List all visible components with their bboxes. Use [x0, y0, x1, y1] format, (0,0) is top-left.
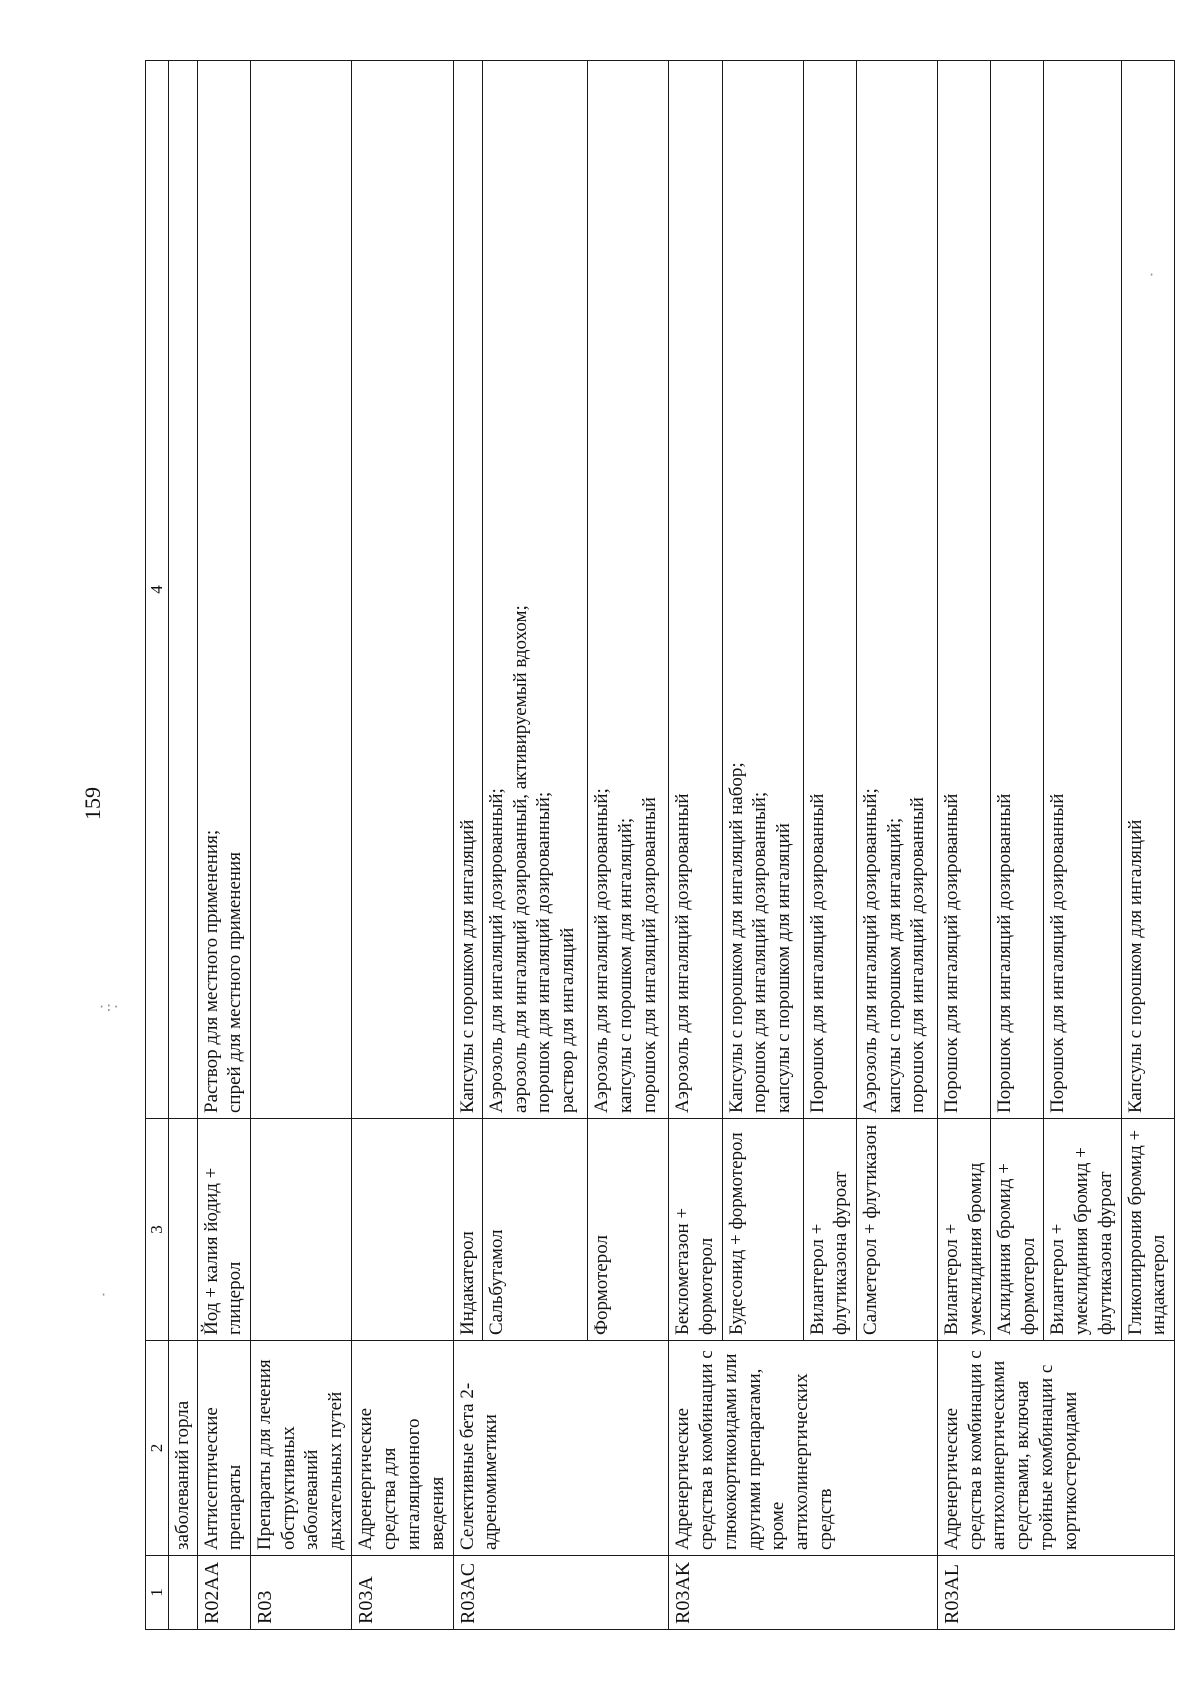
group-cell: Селективные бета 2-адреномиметики [453, 1341, 669, 1556]
drug-cell: Салметерол + флутиказон [856, 1119, 937, 1341]
group-cell: заболеваний горла [168, 1341, 197, 1556]
group-cell: Препараты для лечения обструктивных заболеваний дыхательных путей [250, 1341, 351, 1556]
drug-cell: Индакатерол [453, 1119, 482, 1341]
code-cell: R03AC [453, 1556, 669, 1630]
scan-speck: · [1148, 268, 1156, 282]
drug-cell: Будесонид + формотерол [722, 1119, 803, 1341]
header-cell: 1 [146, 1556, 169, 1630]
drug-cell: Сальбутамол [482, 1119, 587, 1341]
table-row [250, 61, 351, 1630]
header-cell: 2 [146, 1341, 169, 1556]
form-cell [352, 61, 453, 1119]
group-cell: Антисептические препараты [197, 1341, 250, 1556]
table-row [197, 61, 250, 1630]
form-cell: Аэрозоль для ингаляций дозированный [669, 61, 722, 1119]
form-cell: Аэрозоль для ингаляций дозированный; капсулы с порошком для ингаляций; порошок для ингаляций дозированный [588, 61, 669, 1119]
code-cell: R03AL [937, 1556, 1174, 1630]
code-cell: R03 [250, 1556, 351, 1630]
drug-cell [250, 1119, 351, 1341]
medicine-table [145, 60, 1175, 1630]
form-cell: Капсулы с порошком для ингаляций [1121, 61, 1174, 1119]
header-cell: 3 [146, 1119, 169, 1341]
form-cell: Аэрозоль для ингаляций дозированный; аэрозоль для ингаляций дозированный, активируемый вдохом; порошок для ингаляций дозированный; раствор для ингаляций [482, 61, 587, 1119]
form-cell: Порошок для ингаляций дозированный [1044, 61, 1121, 1119]
form-cell: Капсулы с порошком для ингаляций [453, 61, 482, 1119]
form-cell: Порошок для ингаляций дозированный [803, 61, 856, 1119]
form-cell: Капсулы с порошком для ингаляций набор; порошок для ингаляций дозированный; капсулы с порошком для ингаляций [722, 61, 803, 1119]
group-cell: Адренергические средства в комбинации с глюкокортикоидами или другими препаратами, кроме антихолинергических средств [669, 1341, 938, 1556]
drug-cell: Йод + калия йодид + глицерол [197, 1119, 250, 1341]
form-cell [168, 61, 197, 1119]
code-cell: R03A [352, 1556, 453, 1630]
header-cell: 4 [146, 61, 169, 1119]
table-row [937, 61, 990, 1630]
drug-cell: Вилантерол + умеклидиния бромид [937, 1119, 990, 1341]
scan-speck: · [100, 1288, 108, 1302]
table-row [669, 61, 722, 1630]
rotated-table-container [145, 60, 1175, 1630]
code-cell: R02AA [197, 1556, 250, 1630]
table-row [453, 61, 482, 1630]
table-header-row [146, 61, 169, 1630]
form-cell: Порошок для ингаляций дозированный [991, 61, 1044, 1119]
table-row [352, 61, 453, 1630]
drug-cell: Вилантерол + флутиказона фуроат [803, 1119, 856, 1341]
form-cell: Порошок для ингаляций дозированный [937, 61, 990, 1119]
drug-cell [168, 1119, 197, 1341]
form-cell: Раствор для местного применения; спрей для местного применения [197, 61, 250, 1119]
scan-speck: ·:· [98, 1000, 120, 1014]
drug-cell: Формотерол [588, 1119, 669, 1341]
form-cell [250, 61, 351, 1119]
page-number: 159 [80, 787, 105, 820]
drug-cell: Гликопиррония бромид + индакатерол [1121, 1119, 1174, 1341]
drug-cell: Беклометазон + формотерол [669, 1119, 722, 1341]
group-cell: Адренергические средства для ингаляционного введения [352, 1341, 453, 1556]
form-cell: Аэрозоль для ингаляций дозированный; капсулы с порошком для ингаляций; порошок для ингаляций дозированный [856, 61, 937, 1119]
code-cell [168, 1556, 197, 1630]
code-cell: R03AK [669, 1556, 938, 1630]
drug-cell [352, 1119, 453, 1341]
table-row [168, 61, 197, 1630]
group-cell: Адренергические средства в комбинации с антихолинергическими средствами, включая тройные комбинации с кортикостероидами [937, 1341, 1174, 1556]
drug-cell: Аклидиния бромид + формотерол [991, 1119, 1044, 1341]
drug-cell: Вилантерол + умеклидиния бромид + флутиказона фуроат [1044, 1119, 1121, 1341]
